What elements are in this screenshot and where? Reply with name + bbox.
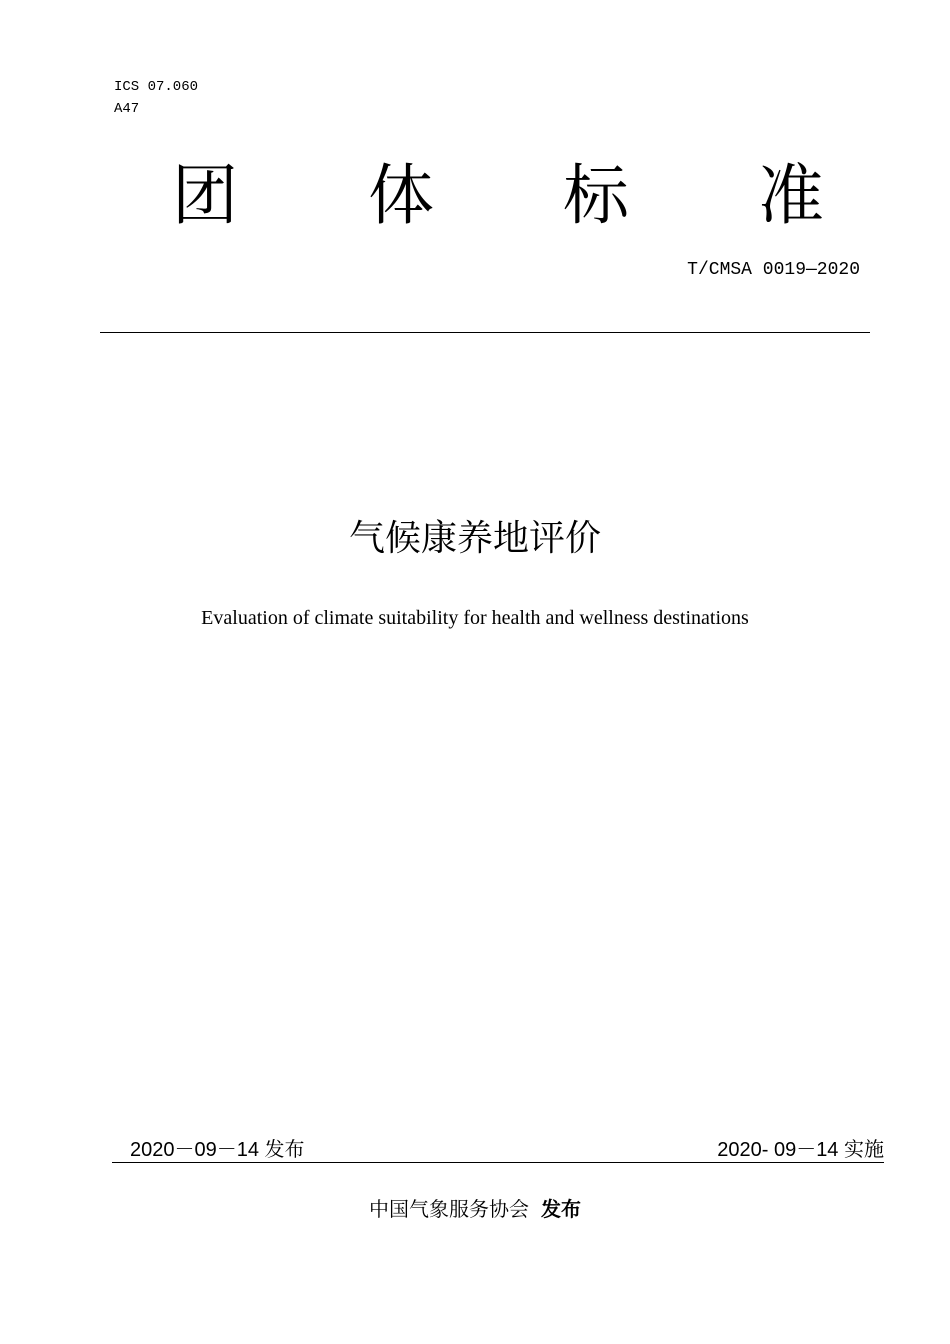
- publisher-action: 发布: [541, 1197, 581, 1221]
- standard-code: T/CMSA 0019—2020: [687, 260, 860, 280]
- implementation-date: 2020- 09－14 实施: [717, 1139, 884, 1161]
- ccs-code: A47: [114, 101, 140, 117]
- classification-codes: [114, 76, 198, 120]
- publisher-organization: 中国气象服务协会: [369, 1197, 529, 1221]
- issue-date: 2020－09－14 发布: [130, 1139, 305, 1161]
- standard-type-char-2: 体: [368, 157, 434, 234]
- standard-type-char-1: 团: [172, 157, 238, 234]
- title-english: Evaluation of climate suitability for health and wellness destinations: [201, 607, 749, 629]
- ics-code: ICS 07.060: [114, 79, 199, 95]
- publisher-line: [0, 1195, 950, 1223]
- header-divider: [100, 332, 870, 333]
- footer-divider: [112, 1162, 884, 1163]
- standard-type-char-3: 标: [563, 157, 629, 234]
- title-chinese: 气候康养地评价: [348, 518, 601, 559]
- standard-type-char-4: 准: [758, 157, 824, 234]
